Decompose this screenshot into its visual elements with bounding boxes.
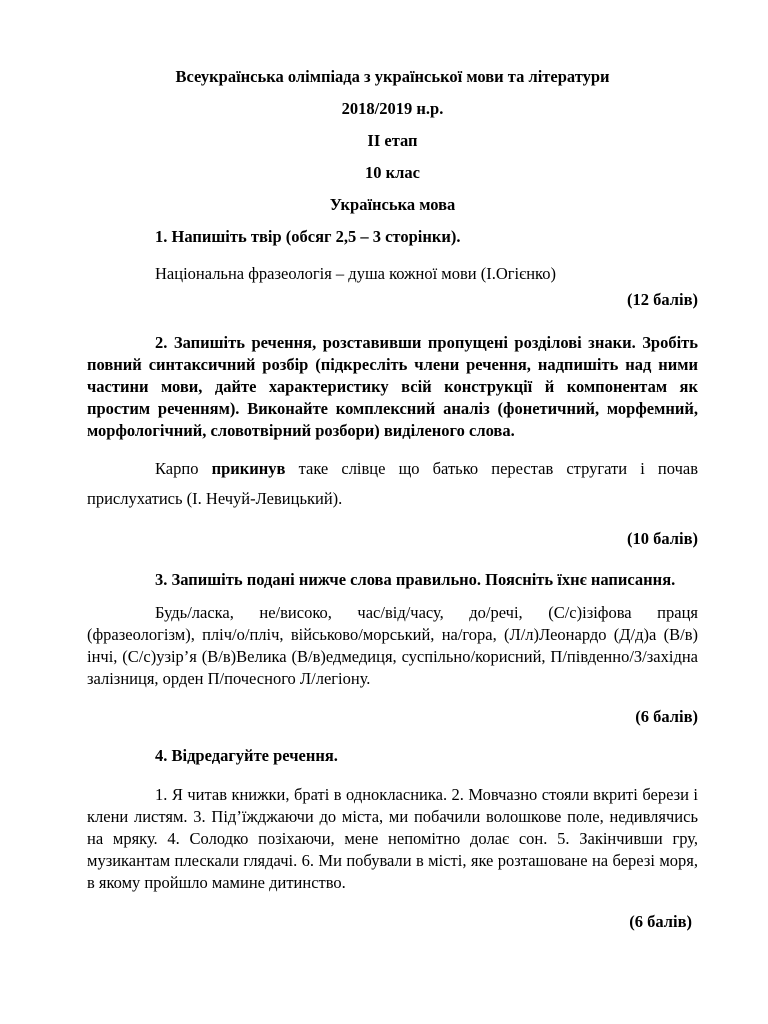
task1-score: (12 балів) bbox=[626, 290, 698, 309]
task2-sentence-start: Карпо bbox=[155, 459, 212, 478]
task1-heading: 1. Напишіть твір (обсяг 2,5 – 3 сторінки). bbox=[155, 227, 461, 246]
task2-sentence-end: таке слівце що батько перестав стругати і почав прислухатись (І. Нечуй-Левицький). bbox=[87, 459, 698, 508]
school-year: 2018/2019 н.р. bbox=[341, 99, 444, 118]
task3-words: Будь/ласка, не/високо, час/від/часу, до/речі, (С/с)ізіфова праця (фразеологізм), пліч/о/пліч, військово/морський, на/гора, (Л/л)Леонардо (Д/д)а (В/в) інчі, (С/с)узір’я (В/в)Велика (В/в)едмедиця, суспільно/корисний, П/південно/З/західна залізниця, орден П/почесного Л/легіону. bbox=[87, 603, 698, 688]
task2-score: (10 балів) bbox=[626, 529, 698, 548]
document-title: Всеукраїнська олімпіада з української мови та літератури bbox=[175, 67, 610, 86]
grade-level: 10 клас bbox=[365, 163, 420, 182]
task2-highlighted-word: прикинув bbox=[211, 459, 286, 478]
olympiad-stage: ІІ етап bbox=[367, 131, 418, 150]
task4-heading: 4. Відредагуйте речення. bbox=[155, 746, 338, 765]
task3-score: (6 балів) bbox=[635, 707, 698, 726]
task3-heading: 3. Запишіть подані нижче слова правильно. Поясніть їхнє написання. bbox=[155, 570, 676, 589]
task4-score: (6 балів) bbox=[629, 912, 692, 931]
task4-sentences: 1. Я читав книжки, браті в однокласника. 2. Мовчазно стояли вкриті берези і клени листям. 3. Під’їжджаючи до міста, ми побачили волошкове поле, недивлячись на мряку. 4. Солодко позіхаючи, мене непомітно долає сон. 5. Закінчивши гру, музикантам плескали глядачі. 6. Ми побували в місті, яке розташоване на березі моря, в якому пройшло мамине дитинство. bbox=[87, 785, 698, 892]
task2-heading: 2. Запишіть речення, розставивши пропущені розділові знаки. Зробіть повний синтаксичний розбір (підкресліть члени речення, надпишіть над ними частини мови, дайте характеристику всій конструкції й компонентам як простим реченням). Виконайте комплексний аналіз (фонетичний, морфемний, морфологічний, словотвірний розбори) виділеного слова. bbox=[87, 333, 698, 440]
task1-topic: Національна фразеологія – душа кожної мови (І.Огієнко) bbox=[155, 264, 556, 283]
task2-sentence bbox=[87, 454, 698, 514]
subject-title: Українська мова bbox=[329, 195, 456, 214]
